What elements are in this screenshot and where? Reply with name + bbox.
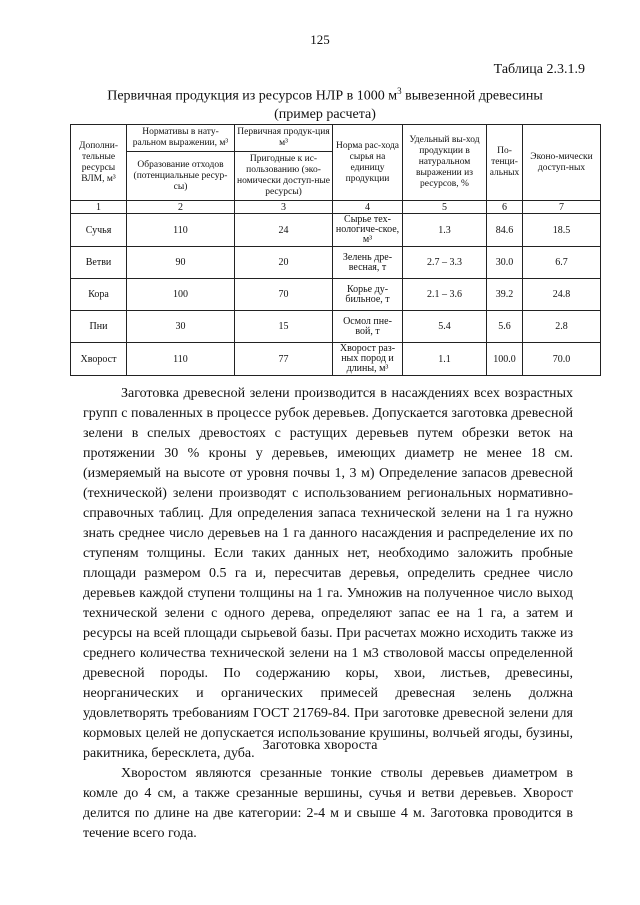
table-row — [71, 279, 601, 311]
header-econ-available: Эконо-мически доступ-ных — [523, 125, 601, 201]
section-heading: Заготовка хвороста — [262, 738, 378, 753]
paragraph-text: Заготовка древесной зелени производится в насаждениях всех возрастных групп с поваленных в процессе рубок деревьев. Допускается заготовка древесной зелени в спелых древостоях с растущих деревьев путем обрезки веток на протяжении 30 % кроны у деревьев, имеющих диаметр не менее 18 см. (измеряемый на высоте от уровня почвы 1, 3 м) Определение запасов древесной (технической) зелени производят с использованием региональных нормативно-справочных таблиц. Для определения запаса технической зелени на 1 га нужно знать среднее число деревьев на 1 га данного насаждения и распределение их по ступеням толщины. Если таких данных нет, необходимо заложить пробные площади размером 0.5 га и, пересчитав деревья, определить среднее число деревьев каждой ступени толщины на 1 га. Умножив на полученное число выход технической зелени с одного дерева, определяют запас ее на 1 га, а затем и ресурсы на всей площади сырьевой базы. При расчетах можно исходить также из среднего количества технической зелени на 1 м3 стволовой массы определенной древесной породы. По содержанию коры, хвои, листьев, древесины, неорганических и органических примесей древесная зелень должна удовлетворять требованиям ГОСТ 21769-84. При заготовке древесной зелени для кормовых целей не допускается использование крушины, волчьей ягоды, бузины, ракитника, бересклета, дуба. — [83, 386, 573, 761]
cell-specific: 5.4 — [403, 311, 487, 343]
cell-specific: 1.3 — [403, 214, 487, 247]
table-title-line1: Первичная продукция из ресурсов НЛР в 1000 м — [107, 88, 398, 104]
cell-usable: 77 — [235, 343, 333, 376]
page-number: 125 — [310, 32, 330, 47]
table-title-line1-end: вывезенной древесины — [401, 88, 543, 104]
column-number: 7 — [523, 201, 601, 214]
cell-waste: 110 — [127, 214, 235, 247]
cell-resource: Кора — [71, 279, 127, 311]
cell-potential: 84.6 — [487, 214, 523, 247]
table-row — [71, 214, 601, 247]
cell-waste: 90 — [127, 247, 235, 279]
paragraph-text: Хворостом являются срезанные тонкие стволы деревьев диаметром в комле до 4 см, а также срезанные вершины, сучья и ветви деревьев. Хворост делится по длине на две категории: 2-4 м и свыше 4 м. Заготовка проводится в течение всего года. — [83, 766, 573, 841]
cell-usable: 70 — [235, 279, 333, 311]
cell-waste: 100 — [127, 279, 235, 311]
cell-potential: 39.2 — [487, 279, 523, 311]
table-label: Таблица 2.3.1.9 — [493, 62, 585, 77]
cell-specific: 1.1 — [403, 343, 487, 376]
table-row — [71, 247, 601, 279]
header-norm-consumption: Норма рас-хода сырья на единицу продукции — [333, 125, 403, 201]
cell-available: 18.5 — [523, 214, 601, 247]
header-norms-group: Нормативы в нату-ральном выражении, м³ — [127, 125, 235, 152]
cell-resource: Пни — [71, 311, 127, 343]
header-norms-sub: Образование отходов (потенциальные ресур-сы) — [127, 152, 235, 201]
cell-resource: Хворост — [71, 343, 127, 376]
header-potential: По-тенци-альных — [487, 125, 523, 201]
table-title-sup: 3 — [397, 86, 402, 96]
paragraph-brushwood — [83, 764, 573, 844]
cell-resource: Сучья — [71, 214, 127, 247]
header-specific-output: Удельный вы-ход продукции в натуральном выражении из ресурсов, % — [403, 125, 487, 201]
column-number-row — [71, 201, 601, 214]
cell-specific: 2.7 – 3.3 — [403, 247, 487, 279]
column-number: 1 — [71, 201, 127, 214]
cell-available: 6.7 — [523, 247, 601, 279]
table-row — [71, 311, 601, 343]
cell-specific: 2.1 – 3.6 — [403, 279, 487, 311]
column-number: 3 — [235, 201, 333, 214]
cell-available: 70.0 — [523, 343, 601, 376]
header-primary-sub: Пригодные к ис-пользованию (эко-номически доступ-ные ресурсы) — [235, 152, 333, 201]
header-resources: Дополни-тельные ресурсы ВЛМ, м³ — [71, 125, 127, 201]
cell-waste: 110 — [127, 343, 235, 376]
cell-norm: Зелень дре-весная, т — [333, 247, 403, 279]
cell-norm: Осмол пне-вой, т — [333, 311, 403, 343]
cell-potential: 5.6 — [487, 311, 523, 343]
cell-usable: 20 — [235, 247, 333, 279]
table-title-line2: (пример расчета) — [274, 106, 376, 122]
table-title — [60, 82, 590, 124]
column-number: 2 — [127, 201, 235, 214]
cell-norm: Корье ду-бильное, т — [333, 279, 403, 311]
cell-norm: Хворост раз-ных пород и длины, м³ — [333, 343, 403, 376]
cell-potential: 30.0 — [487, 247, 523, 279]
column-number: 4 — [333, 201, 403, 214]
cell-norm: Сырье тех-нологиче-ское, м³ — [333, 214, 403, 247]
cell-waste: 30 — [127, 311, 235, 343]
table-row — [71, 343, 601, 376]
cell-resource: Ветви — [71, 247, 127, 279]
cell-usable: 15 — [235, 311, 333, 343]
cell-usable: 24 — [235, 214, 333, 247]
cell-potential: 100.0 — [487, 343, 523, 376]
header-primary-group: Первичная продук-ция м³ — [235, 125, 333, 152]
data-table — [70, 124, 601, 376]
paragraph-green-mass — [83, 384, 573, 764]
column-number: 6 — [487, 201, 523, 214]
cell-available: 24.8 — [523, 279, 601, 311]
column-number: 5 — [403, 201, 487, 214]
cell-available: 2.8 — [523, 311, 601, 343]
